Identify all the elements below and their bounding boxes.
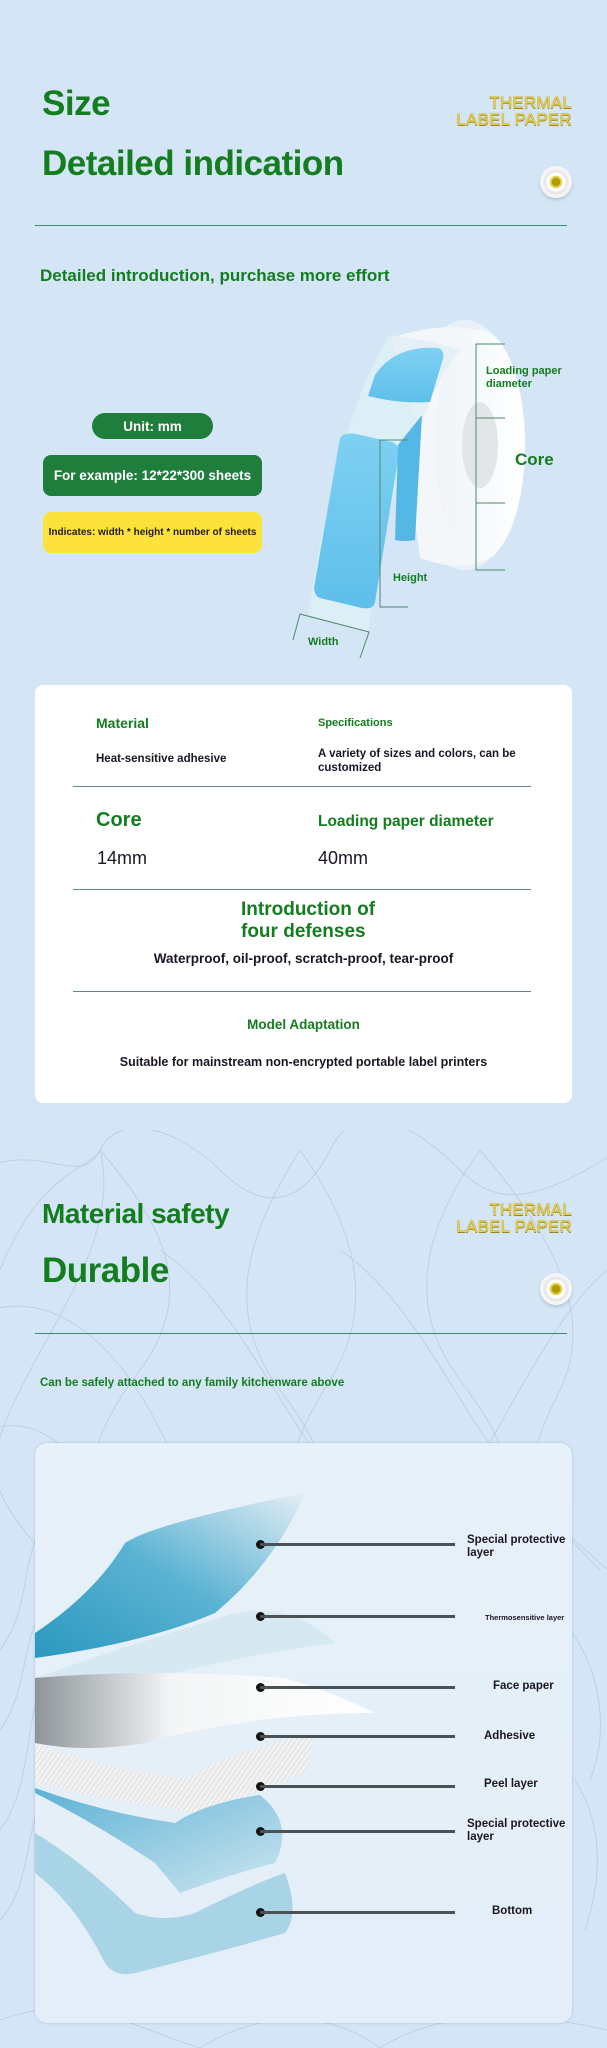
divider <box>35 1333 567 1334</box>
layer-label-special-protective-bottom: Special protective layer <box>467 1818 566 1843</box>
core-heading: Core <box>96 809 142 831</box>
defenses-heading <box>241 899 441 943</box>
core-label: Core <box>515 450 554 469</box>
label-roll-icon <box>540 166 572 198</box>
brand-line-2: LABEL PAPER <box>456 1217 572 1236</box>
section-title-material-safety: Material safety <box>42 1198 230 1229</box>
card-divider <box>73 786 531 787</box>
brand-line-2: LABEL PAPER <box>456 110 572 129</box>
layer-leader-line <box>260 1785 455 1788</box>
layer-leader-line <box>260 1735 455 1738</box>
model-adaptation-label: Model Adaptation <box>247 1017 360 1032</box>
defenses-heading-line-1: Introduction of <box>241 899 376 920</box>
layer-leader-line <box>260 1911 455 1914</box>
specifications-value: A variety of sizes and colors, can be customized <box>318 748 516 774</box>
brand-badge <box>432 94 572 128</box>
layer-label-peel: Peel layer <box>484 1778 538 1790</box>
layer-leader-line <box>260 1686 455 1689</box>
layer-label-thermosensitive: Thermosensitive layer <box>485 1613 565 1622</box>
specifications-card <box>35 685 572 1103</box>
layer-label-face-paper: Face paper <box>493 1680 554 1692</box>
example-pill: For example: 12*22*300 sheets <box>43 455 262 496</box>
material-value: Heat-sensitive adhesive <box>96 753 227 765</box>
specifications-label: Specifications <box>318 717 393 729</box>
brand-badge <box>432 1201 572 1235</box>
defenses-value: Waterproof, oil-proof, scratch-proof, tear-proof <box>153 951 454 966</box>
brand-line-1: THERMAL <box>489 93 572 112</box>
layer-structure-card <box>35 1443 572 2023</box>
safety-subtitle: Can be safely attached to any family kitchenware above <box>40 1377 345 1389</box>
section-title-durable: Durable <box>42 1251 169 1290</box>
card-divider <box>73 889 531 890</box>
layer-label-adhesive: Adhesive <box>484 1730 536 1742</box>
layer-label-bottom: Bottom <box>492 1905 533 1917</box>
section-title-detailed-indication: Detailed indication <box>42 144 344 183</box>
size-subtitle: Detailed introduction, purchase more effort <box>40 266 390 285</box>
card-divider <box>73 991 531 992</box>
loading-diameter-value: 40mm <box>318 848 369 868</box>
height-label: Height <box>393 572 428 584</box>
defenses-heading-line-2: four defenses <box>241 921 366 942</box>
loading-paper-diameter-label: Loading paper diameter <box>486 365 562 390</box>
indicates-pill: Indicates: width * height * number of sheets <box>43 512 262 553</box>
unit-pill: Unit: mm <box>92 413 213 439</box>
width-label: Width <box>308 636 339 648</box>
brand-line-1: THERMAL <box>489 1200 572 1219</box>
layer-leader-line <box>260 1830 455 1833</box>
label-roll-icon <box>540 1273 572 1305</box>
layer-leader-line <box>260 1615 455 1618</box>
material-label: Material <box>96 715 149 731</box>
label-roll-diagram <box>280 320 607 660</box>
section-title-size: Size <box>42 84 111 123</box>
core-value: 14mm <box>97 848 148 868</box>
loading-diameter-heading: Loading paper diameter <box>318 813 494 830</box>
divider <box>35 225 567 226</box>
layer-leader-line <box>260 1543 455 1546</box>
layer-label-special-protective-top: Special protective layer <box>467 1534 566 1559</box>
model-adaptation-value: Suitable for mainstream non-encrypted portable label printers <box>119 1055 488 1069</box>
